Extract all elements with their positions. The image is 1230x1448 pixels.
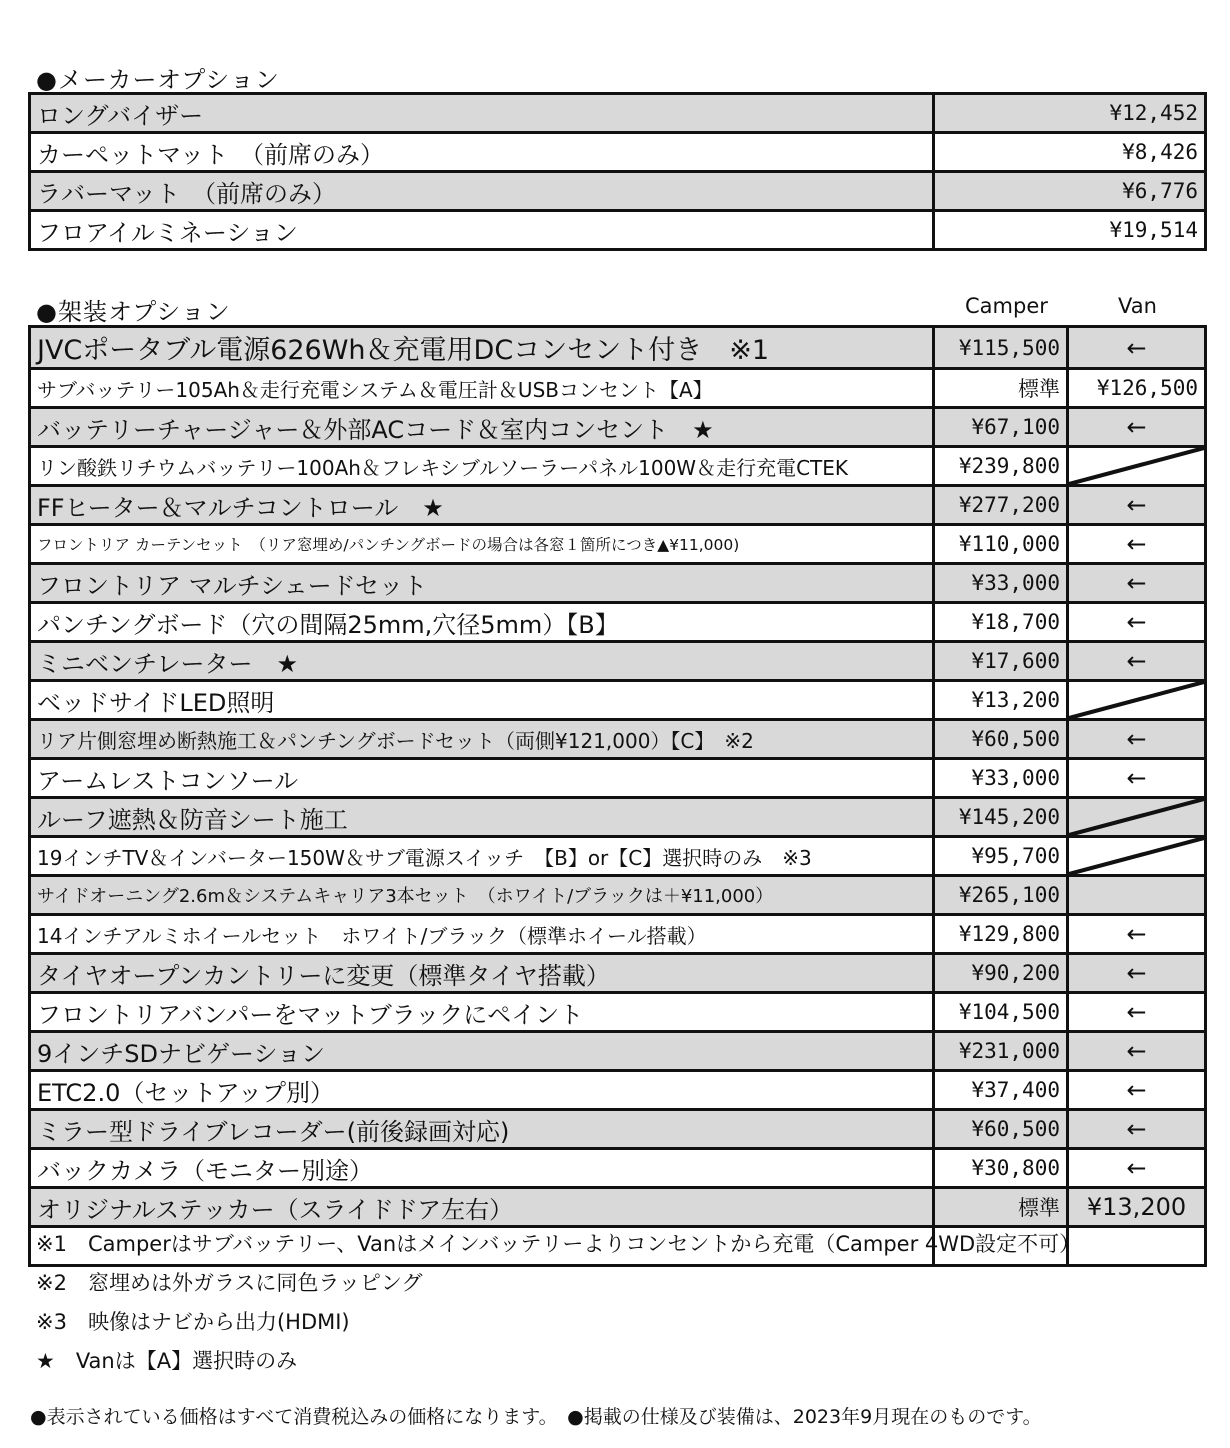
option-name: フロントリア カーテンセット （リア窓埋め/パンチングボードの場合は各窓１箇所につき▲¥11,000): [30, 525, 934, 564]
option-name: JVCポータブル電源626Wh＆充電用DCコンセント付き ※1: [30, 327, 934, 369]
van-price: ←: [1068, 915, 1206, 954]
table-row: [30, 1071, 1206, 1110]
option-name: オリジナルステッカー（スライドドア左右）: [30, 1188, 934, 1227]
not-available-slash: [1068, 447, 1206, 486]
table-row: [30, 133, 1206, 172]
camper-price: ¥90,200: [934, 954, 1068, 993]
table-row: [30, 876, 1206, 915]
option-name: アームレストコンソール: [30, 759, 934, 798]
camper-price: ¥33,000: [934, 759, 1068, 798]
camper-price: ¥110,000: [934, 525, 1068, 564]
table-row: [30, 369, 1206, 408]
footer-disclaimer: ●表示されている価格はすべて消費税込みの価格になります。 ●掲載の仕様及び装備は、2023年9月現在のものです。: [30, 1406, 1042, 1428]
van-price: ←: [1068, 759, 1206, 798]
camper-price: ¥18,700: [934, 603, 1068, 642]
slash-mark: [1069, 682, 1204, 718]
van-price: ¥13,200: [1068, 1188, 1206, 1227]
camper-price: ¥33,000: [934, 564, 1068, 603]
option-name: ミラー型ドライブレコーダー(前後録画対応): [30, 1110, 934, 1149]
option-name: フロアイルミネーション: [30, 211, 934, 250]
option-name: ミニベンチレーター ★: [30, 642, 934, 681]
note-star: ★ Vanは【A】選択時のみ: [36, 1349, 298, 1373]
table-row: [30, 94, 1206, 133]
camper-price: ¥231,000: [934, 1032, 1068, 1071]
option-name: ラバーマット （前席のみ）: [30, 172, 934, 211]
note-1: ※1 Camperはサブバッテリー、Vanはメインバッテリーよりコンセントから充電（Camper 4WD設定不可）: [36, 1232, 1081, 1256]
van-price: ←: [1068, 603, 1206, 642]
note-2: ※2 窓埋めは外ガラスに同色ラッピング: [36, 1271, 423, 1295]
option-name: 9インチSDナビゲーション: [30, 1032, 934, 1071]
table-row: [30, 954, 1206, 993]
option-name: FFヒーター＆マルチコントロール ★: [30, 486, 934, 525]
not-available-slash: [1068, 837, 1206, 876]
camper-price: ¥67,100: [934, 408, 1068, 447]
body-options-table: [28, 325, 1207, 1267]
option-name: フロントリアバンパーをマットブラックにペイント: [30, 993, 934, 1032]
van-price: ←: [1068, 564, 1206, 603]
option-price: ¥6,776: [934, 172, 1206, 211]
slash-mark: [1069, 838, 1204, 874]
table-row: [30, 759, 1206, 798]
option-name: ETC2.0（セットアップ別）: [30, 1071, 934, 1110]
table-row: [30, 447, 1206, 486]
camper-price: ¥104,500: [934, 993, 1068, 1032]
camper-price: 標準: [934, 1188, 1068, 1227]
camper-price: ¥13,200: [934, 681, 1068, 720]
maker-options-table: [28, 92, 1207, 251]
camper-price: 標準: [934, 369, 1068, 408]
camper-price: ¥60,500: [934, 1110, 1068, 1149]
van-price: ←: [1068, 993, 1206, 1032]
option-name: カーペットマット （前席のみ）: [30, 133, 934, 172]
table-row: [30, 327, 1206, 369]
table-row: [30, 993, 1206, 1032]
table-row: [30, 408, 1206, 447]
option-price: ¥12,452: [934, 94, 1206, 133]
option-name: 19インチTV＆インバーター150W＆サブ電源スイッチ 【B】or【C】選択時のみ ※3: [30, 837, 934, 876]
table-row: [30, 720, 1206, 759]
camper-price: ¥37,400: [934, 1071, 1068, 1110]
table-row: [30, 486, 1206, 525]
camper-price: ¥115,500: [934, 327, 1068, 369]
van-price: ¥126,500: [1068, 369, 1206, 408]
table-row: [30, 525, 1206, 564]
column-header-van: Van: [1118, 294, 1157, 318]
van-price: ←: [1068, 642, 1206, 681]
camper-price: ¥17,600: [934, 642, 1068, 681]
note-3: ※3 映像はナビから出力(HDMI): [36, 1310, 350, 1334]
slash-mark: [1069, 448, 1204, 484]
option-name: タイヤオープンカントリーに変更（標準タイヤ搭載）: [30, 954, 934, 993]
camper-price: ¥60,500: [934, 720, 1068, 759]
van-price: ←: [1068, 1071, 1206, 1110]
table-row: [30, 1110, 1206, 1149]
van-price: ←: [1068, 486, 1206, 525]
slash-mark: [1069, 799, 1204, 835]
option-name: バッテリーチャージャー＆外部ACコード＆室内コンセント ★: [30, 408, 934, 447]
option-name: リア片側窓埋め断熱施工＆パンチングボードセット（両側¥121,000）【C】 ※2: [30, 720, 934, 759]
option-price: ¥8,426: [934, 133, 1206, 172]
van-price: ←: [1068, 720, 1206, 759]
table-row: [30, 1032, 1206, 1071]
column-header-camper: Camper: [965, 294, 1048, 318]
van-price: ←: [1068, 408, 1206, 447]
option-name: 14インチアルミホイールセット ホワイト/ブラック（標準ホイール搭載）: [30, 915, 934, 954]
option-name: リン酸鉄リチウムバッテリー100Ah＆フレキシブルソーラーパネル100W＆走行充電CTEK: [30, 447, 934, 486]
camper-price: ¥129,800: [934, 915, 1068, 954]
option-name: パンチングボード（穴の間隔25mm,穴径5mm）【B】: [30, 603, 934, 642]
option-name: バックカメラ（モニター別途）: [30, 1149, 934, 1188]
table-row: [30, 564, 1206, 603]
body-options-title: ●架装オプション: [36, 298, 231, 326]
camper-price: ¥239,800: [934, 447, 1068, 486]
table-row: [30, 798, 1206, 837]
van-price: ←: [1068, 954, 1206, 993]
van-empty-cell: [1068, 876, 1206, 915]
table-row: [30, 211, 1206, 250]
option-name: ロングバイザー: [30, 94, 934, 133]
option-name: ルーフ遮熱＆防音シート施工: [30, 798, 934, 837]
camper-price: ¥277,200: [934, 486, 1068, 525]
table-row: [30, 837, 1206, 876]
table-row: [30, 1149, 1206, 1188]
option-name: ベッドサイドLED照明: [30, 681, 934, 720]
table-row: [30, 603, 1206, 642]
van-price: [1068, 1227, 1206, 1266]
option-name: サイドオーニング2.6m＆システムキャリア3本セット （ホワイト/ブラックは＋¥11,000）: [30, 876, 934, 915]
option-name: フロントリア マルチシェードセット: [30, 564, 934, 603]
table-row: [30, 172, 1206, 211]
van-price: ←: [1068, 1032, 1206, 1071]
option-name: サブバッテリー105Ah＆走行充電システム＆電圧計＆USBコンセント【A】: [30, 369, 934, 408]
camper-price: ¥145,200: [934, 798, 1068, 837]
camper-price: ¥265,100: [934, 876, 1068, 915]
van-price: ←: [1068, 327, 1206, 369]
van-price: ←: [1068, 1149, 1206, 1188]
camper-price: ¥30,800: [934, 1149, 1068, 1188]
not-available-slash: [1068, 681, 1206, 720]
not-available-slash: [1068, 798, 1206, 837]
van-price: ←: [1068, 525, 1206, 564]
table-row: [30, 915, 1206, 954]
camper-price: ¥95,700: [934, 837, 1068, 876]
option-price: ¥19,514: [934, 211, 1206, 250]
van-price: ←: [1068, 1110, 1206, 1149]
table-row: [30, 681, 1206, 720]
table-row: [30, 1188, 1206, 1227]
table-row: [30, 642, 1206, 681]
maker-options-title: ●メーカーオプション: [36, 66, 280, 94]
